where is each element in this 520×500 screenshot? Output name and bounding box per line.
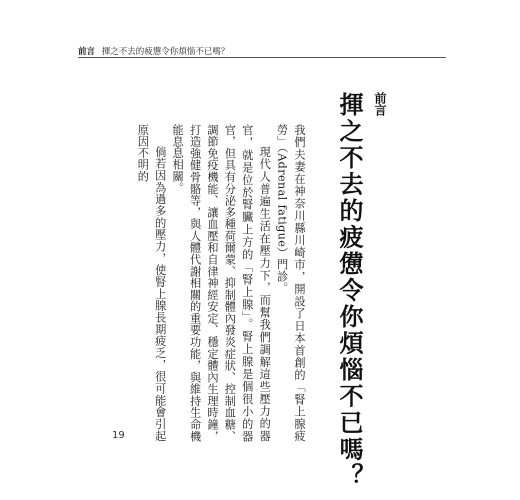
paragraph: 我們夫妻在神奈川縣川崎市，開設了日本首創的「腎上腺疲勞」（Adrenal fatigue）門診。 — [275, 124, 306, 442]
running-header — [78, 45, 229, 57]
chapter-label: 前言 — [373, 92, 387, 116]
body-text — [134, 124, 308, 442]
running-header-label: 前言 — [78, 47, 96, 57]
running-header-text: 揮之不去的疲憊令你煩惱不已嗎？ — [101, 47, 230, 57]
page-number: 19 — [112, 430, 125, 441]
header-rule — [78, 57, 446, 58]
chapter-title: 揮之不去的疲憊令你煩惱不已嗎？ — [335, 92, 363, 490]
paragraph: 現代人普遍生活在壓力下，而幫我們調解這些壓力的器官，就是位於腎臟上方的「腎上腺」。腎上腺是個很小的器官，但具有分泌多種荷爾蒙、抑制體內發炎症狀、控制血糖、調節免疫機能、讓血壓和自律神經安定、穩定體內生理時鐘，打造強健骨骼等，與人體代謝相關的重要功能，與維持生命機能息息相關。 — [171, 124, 272, 442]
paragraph: 倘若因為過多的壓力，使腎上腺長期疲乏，很可能會引起原因不明的 — [136, 124, 167, 442]
